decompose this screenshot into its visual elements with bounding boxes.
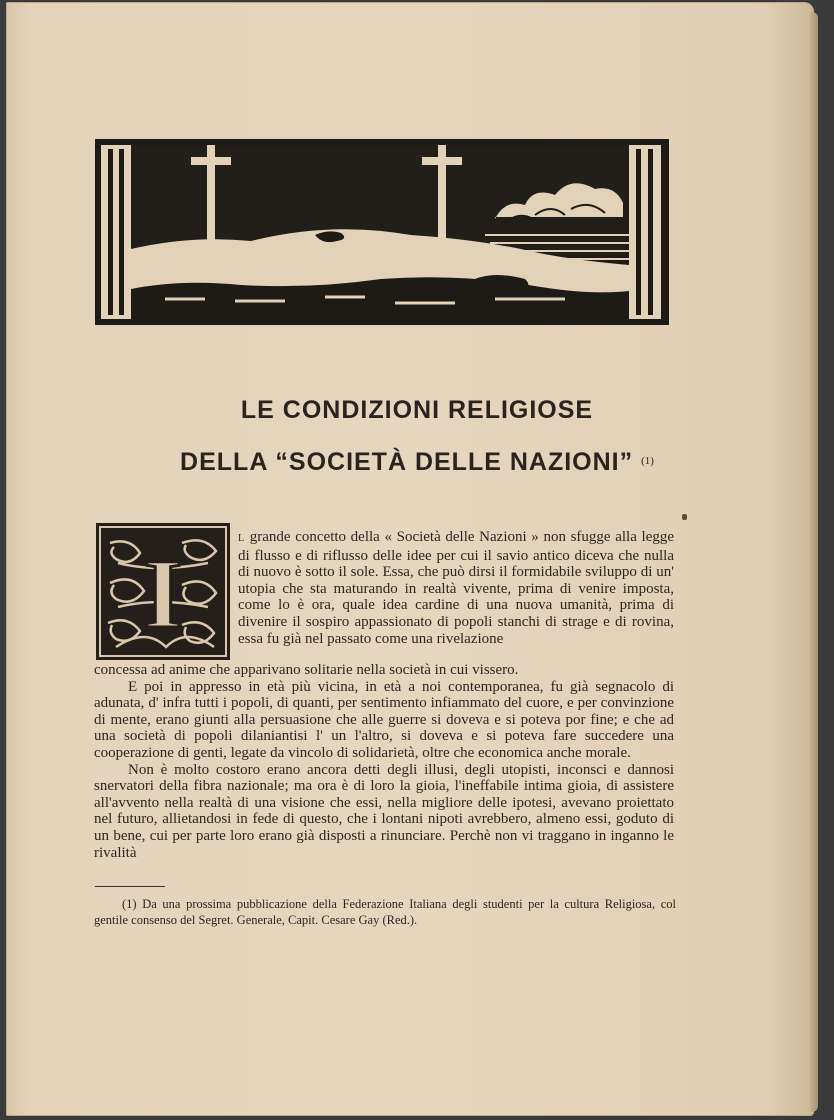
paragraph-2: E poi in appresso in età più vicina, in età a noi contemporanea, fu già segnacolo di adunata, d' infra tutti i popoli, di quanti, per sentimento infiammato del cuore, e per convinzione di mente, erano giunti alla persuasione che alle guerre si doveva e si poteva por fine; e che ad una società di popoli dilaniantisi l' un l'altro, si doveva e si poteva fare succedere una cooperazione di genti, legate da vincolo di solidarietà, oltre che economica anche morale. (94, 678, 674, 761)
first-paragraph-narrow (238, 529, 674, 647)
woodcut-illustration (95, 139, 669, 325)
article-title-line-2 (0, 448, 834, 477)
main-text-column (94, 662, 674, 861)
first-paragraph-lead: L (238, 533, 246, 544)
article-title-line-1: LE CONDIZIONI RELIGIOSE (240, 396, 594, 424)
footnote-rule (95, 886, 165, 887)
first-paragraph-continuation: concessa ad anime che apparivano solitarie nella società in cui vissero. (94, 662, 519, 678)
article-title-line-2-text: DELLA “SOCIETÀ DELLE NAZIONI” (180, 448, 634, 476)
footnote: (1) Da una prossima pubblicazione della Federazione Italiana degli studenti per la cultura Religiosa, col gentile consenso del Segret. Generale, Capit. Cesare Gay (Red.). (94, 897, 676, 927)
page-edge (810, 12, 818, 1112)
paper-speck (682, 514, 687, 520)
initial-letter-glyph: I (143, 538, 183, 649)
first-paragraph-narrow-text: grande concetto della « Società delle Nazioni » non sfugge alla legge di flusso e di riflusso delle idee per cui il savio antico diceva che nulla di nuovo è sotto il sole. Essa, che può dirsi il formidabile sviluppo di un' utopia che sta maturando in realtà vivente, prima di venire imposta, come lo è ora, quale idea cardine di una nuova umanità, prima di divenire il sospiro appassionato di popoli stanchi di strage e di rovina, essa fu già nel passato come una rivelazione (238, 529, 675, 647)
decorated-initial-letter (96, 523, 230, 660)
footnote-reference: (1) (641, 455, 654, 467)
paragraph-3: Non è molto costoro erano ancora detti degli illusi, degli utopisti, inconsci e dannosi snervatori della fibra nazionale; ma ora è di loro la gioia, l'ineffabile intima gioia, di assistere all'avvento nella realtà di una visione che essi, nella migliore delle ipotesi, avevano proiettato nel futuro, allietandosi in fede di questo, che i lontani nipoti avrebbero, almeno essi, goduto di un bene, cui per parte loro erano già disposti a rinunciare. Perchè non vi traggano in inganno le rivalità (94, 761, 674, 861)
